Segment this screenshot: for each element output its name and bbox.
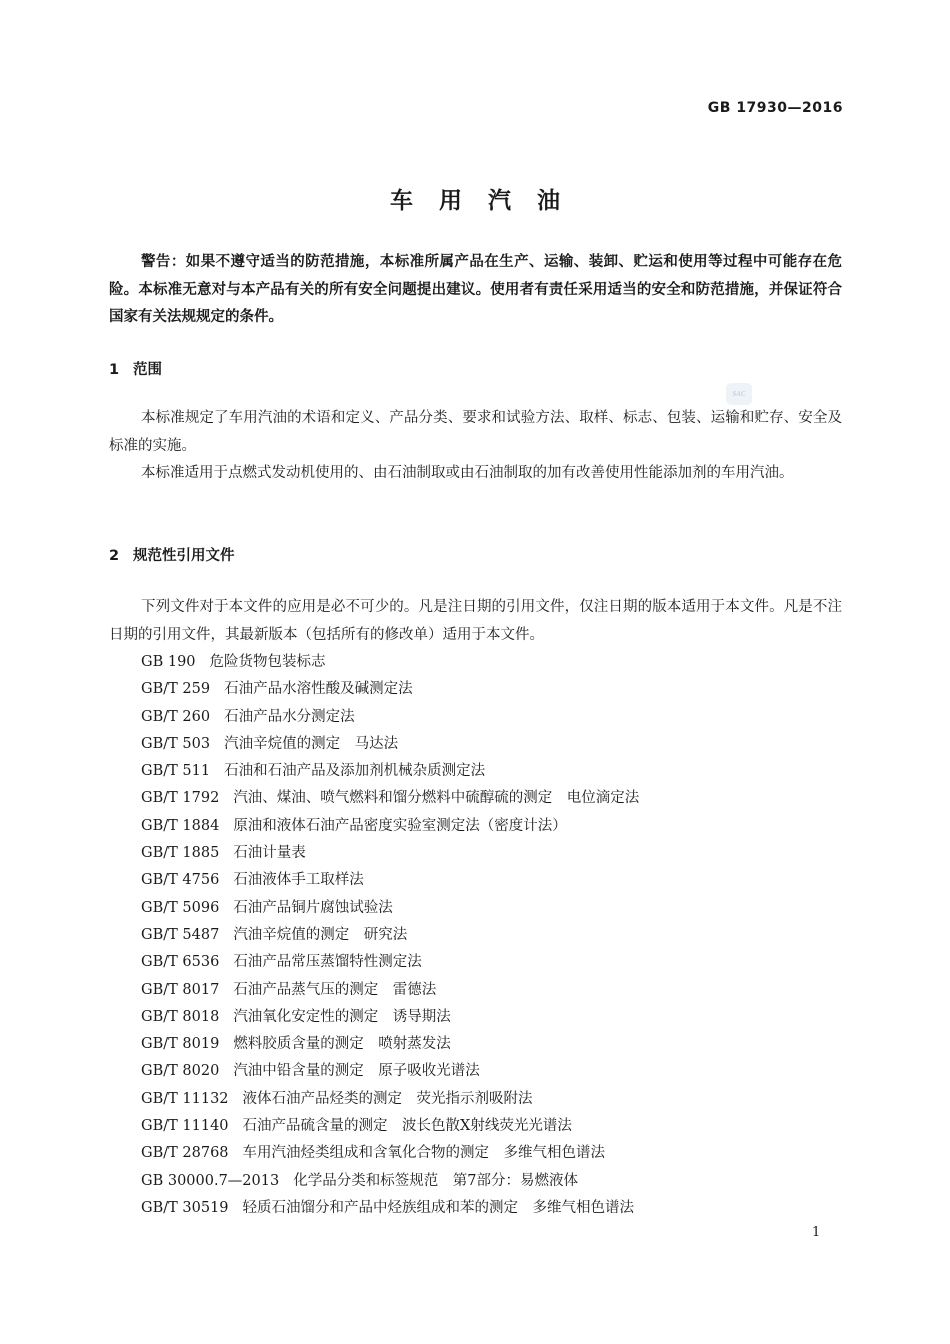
- reference-item: [141, 922, 639, 949]
- reference-item: [141, 895, 639, 922]
- reference-code: GB/T 30519: [141, 1199, 229, 1216]
- reference-title: 汽油、煤油、喷气燃料和馏分燃料中硫醇硫的测定 电位滴定法: [233, 790, 640, 807]
- reference-code: GB 30000.7—2013: [141, 1172, 280, 1189]
- reference-title: 危险货物包装标志: [209, 654, 326, 670]
- reference-title: 石油液体手工取样法: [233, 872, 364, 889]
- section-2-number: 2: [109, 548, 120, 564]
- reference-code: GB 190: [141, 654, 196, 670]
- reference-item: [141, 1168, 639, 1195]
- reference-title: 汽油辛烷值的测定 马达法: [224, 735, 399, 752]
- reference-item: [141, 649, 639, 676]
- reference-code: GB/T 8020: [141, 1063, 220, 1080]
- reference-code: GB/T 259: [141, 681, 211, 698]
- reference-code: GB/T 8017: [141, 981, 220, 998]
- reference-item: [141, 949, 639, 976]
- standard-number: GB 17930—2016: [707, 100, 843, 116]
- reference-title: 石油产品水溶性酸及碱测定法: [224, 681, 413, 698]
- reference-item: [141, 813, 639, 840]
- reference-title: 石油产品硫含量的测定 波长色散X射线荧光光谱法: [242, 1118, 572, 1135]
- sac-stamp-text: SAC: [732, 390, 746, 398]
- reference-item: [141, 1031, 639, 1058]
- reference-code: GB/T 8018: [141, 1008, 220, 1025]
- reference-title: 化学品分类和标签规范 第7部分：易燃液体: [293, 1172, 578, 1189]
- reference-item: [141, 1195, 639, 1222]
- reference-title: 石油产品常压蒸馏特性测定法: [233, 954, 422, 971]
- reference-code: GB/T 5096: [141, 899, 220, 916]
- reference-title: 石油产品铜片腐蚀试验法: [233, 899, 393, 916]
- reference-code: GB/T 1885: [141, 845, 220, 862]
- document-title: 车用汽油: [390, 188, 586, 214]
- reference-title: 石油计量表: [233, 845, 306, 862]
- reference-code: GB/T 28768: [141, 1145, 229, 1162]
- reference-code: GB/T 6536: [141, 954, 220, 971]
- reference-title: 石油产品水分测定法: [224, 708, 355, 725]
- warning-notice: 警告：如果不遵守适当的防范措施，本标准所属产品在生产、运输、装卸、贮运和使用等过程中可能存在危险。本标准无意对与本产品有关的所有安全问题提出建议。使用者有责任采用适当的安全和防范措施，并保证符合国家有关法规规定的条件。: [109, 254, 842, 325]
- reference-code: GB/T 5487: [141, 926, 220, 943]
- reference-title: 原油和液体石油产品密度实验室测定法（密度计法）: [233, 817, 567, 834]
- section-1-title: 范围: [133, 362, 162, 378]
- reference-code: GB/T 1884: [141, 817, 220, 834]
- section-2-heading: [109, 544, 235, 565]
- reference-title: 燃料胶质含量的测定 喷射蒸发法: [233, 1036, 451, 1053]
- reference-code: GB/T 11140: [141, 1118, 229, 1135]
- reference-title: 石油和石油产品及添加剂机械杂质测定法: [224, 763, 486, 780]
- reference-code: GB/T 503: [141, 735, 211, 752]
- reference-title: 汽油氧化安定性的测定 诱导期法: [233, 1008, 451, 1025]
- reference-item: [141, 977, 639, 1004]
- reference-code: GB/T 4756: [141, 872, 220, 889]
- reference-item: [141, 1004, 639, 1031]
- reference-title: 车用汽油烃类组成和含氧化合物的测定 多维气相色谱法: [242, 1145, 606, 1162]
- reference-list: [141, 649, 639, 1222]
- section-2-title: 规范性引用文件: [133, 548, 235, 564]
- page-number: 1: [812, 1225, 821, 1240]
- reference-item: [141, 758, 639, 785]
- reference-item: [141, 731, 639, 758]
- reference-item: [141, 1113, 639, 1140]
- reference-title: 石油产品蒸气压的测定 雷德法: [233, 981, 437, 998]
- reference-title: 液体石油产品烃类的测定 荧光指示剂吸附法: [242, 1090, 533, 1107]
- reference-item: [141, 676, 639, 703]
- reference-title: 汽油中铅含量的测定 原子吸收光谱法: [233, 1063, 480, 1080]
- section-1-number: 1: [109, 362, 120, 378]
- references-intro: 下列文件对于本文件的应用是必不可少的。凡是注日期的引用文件，仅注日期的版本适用于本文件。凡是不注日期的引用文件，其最新版本（包括所有的修改单）适用于本文件。: [109, 599, 842, 643]
- sac-stamp-icon: [726, 383, 752, 405]
- reference-title: 汽油辛烷值的测定 研究法: [233, 926, 408, 943]
- scope-paragraph-2: 本标准适用于点燃式发动机使用的、由石油制取或由石油制取的加有改善使用性能添加剂的车用汽油。: [141, 465, 794, 481]
- reference-item: [141, 704, 639, 731]
- reference-code: GB/T 11132: [141, 1090, 229, 1107]
- reference-code: GB/T 8019: [141, 1036, 220, 1053]
- reference-code: GB/T 511: [141, 763, 211, 780]
- reference-code: GB/T 260: [141, 708, 211, 725]
- reference-title: 轻质石油馏分和产品中烃族组成和苯的测定 多维气相色谱法: [242, 1199, 635, 1216]
- section-1-heading: [109, 358, 162, 379]
- reference-code: GB/T 1792: [141, 790, 220, 807]
- reference-item: [141, 1086, 639, 1113]
- reference-item: [141, 785, 639, 812]
- reference-item: [141, 1058, 639, 1085]
- scope-paragraph-1: 本标准规定了车用汽油的术语和定义、产品分类、要求和试验方法、取样、标志、包装、运输和贮存、安全及标准的实施。: [109, 410, 842, 454]
- reference-item: [141, 840, 639, 867]
- reference-item: [141, 867, 639, 894]
- reference-item: [141, 1140, 639, 1167]
